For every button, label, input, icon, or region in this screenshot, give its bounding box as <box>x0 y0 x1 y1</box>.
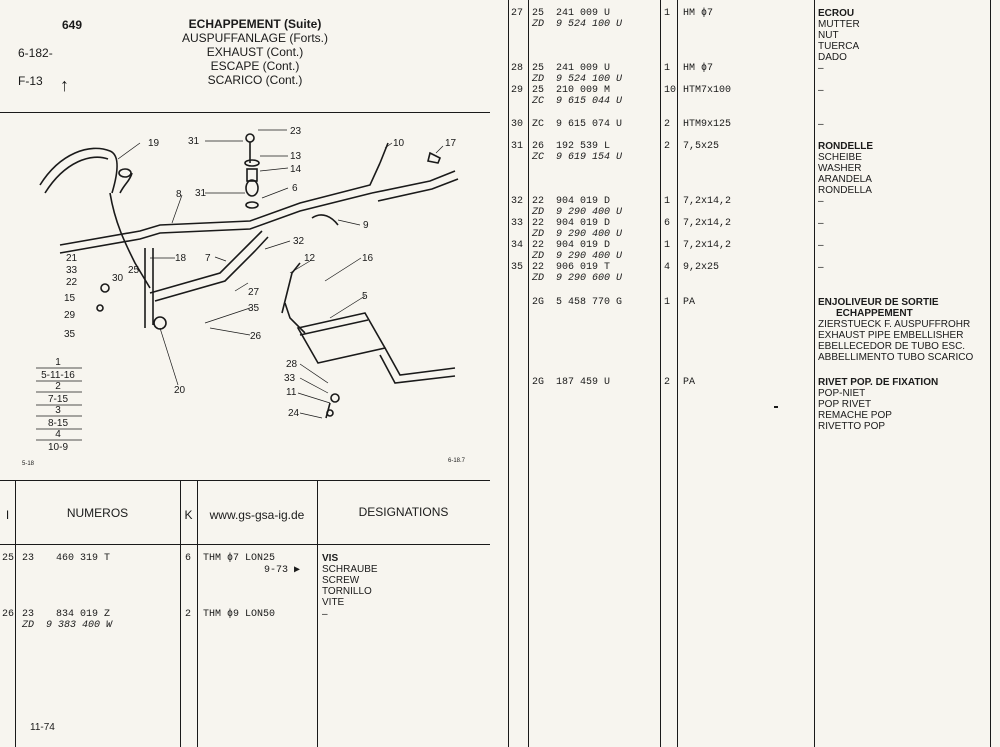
title-line: AUSPUFFANLAGE (Forts.) <box>181 31 329 45</box>
callout-label: 31 <box>195 188 207 199</box>
section-title <box>170 17 340 87</box>
legend-item: 7-15 <box>47 394 69 405</box>
designation-line: – <box>818 119 824 130</box>
specification: 7,2x14,2 <box>683 218 732 229</box>
legend-item: 1 <box>55 357 61 368</box>
designation <box>818 196 824 207</box>
designation-line: NUT <box>818 30 839 41</box>
designation <box>818 377 938 432</box>
footer-date: 11-74 <box>30 722 55 733</box>
designation-line: ARANDELA <box>818 174 872 185</box>
designation-line: SCHRAUBE <box>322 564 378 575</box>
callout-label: 11 <box>286 387 297 398</box>
designation-line: TORNILLO <box>322 586 372 597</box>
quantity: 4 <box>664 262 671 273</box>
date-note: 9-73 ▶ <box>264 565 301 576</box>
quantity: 2 <box>664 119 671 130</box>
part-number-alt: 9 290 400 U <box>556 251 623 262</box>
designation <box>322 553 378 608</box>
exhaust-diagram <box>0 113 490 480</box>
designation <box>818 297 973 363</box>
part-number: 460 319 T <box>56 553 111 564</box>
title-line: ESCAPE (Cont.) <box>210 59 300 73</box>
specification: 7,5x25 <box>683 141 720 152</box>
row-prefix-alt: ZD <box>532 229 545 240</box>
callout-label: 18 <box>175 253 187 264</box>
specification: THM ϕ9 LON50 <box>203 609 276 620</box>
row-prefix: 22 <box>532 240 545 251</box>
quantity: 10 <box>664 85 677 96</box>
designation-line: POP RIVET <box>818 399 872 410</box>
designation <box>818 119 824 130</box>
specification: THM ϕ7 LON25 <box>203 553 276 564</box>
row-index: 33 <box>511 218 524 229</box>
callout-label: 9 <box>363 220 369 231</box>
callout-label: 10 <box>393 138 405 149</box>
part-number: 241 009 U <box>556 8 611 19</box>
part-number: 904 019 D <box>556 218 611 229</box>
column-divider <box>814 0 815 747</box>
callout-label: 30 <box>112 273 124 284</box>
table-header-top-border <box>0 480 490 481</box>
quantity: 6 <box>664 218 671 229</box>
row-index: 34 <box>511 240 524 251</box>
column-header-k: K <box>184 508 193 522</box>
designation <box>818 141 873 196</box>
figure-code: F-13 <box>18 74 43 88</box>
legend-item: 8-15 <box>47 418 69 429</box>
row-index: 28 <box>511 63 524 74</box>
reference-code: 6-182- <box>18 46 53 60</box>
callout-label: 35 <box>248 303 260 314</box>
row-index: 31 <box>511 141 524 152</box>
callout-label: 16 <box>362 253 374 264</box>
row-prefix: 22 <box>532 262 545 273</box>
designation <box>818 85 824 96</box>
callout-label: 21 <box>66 253 78 264</box>
part-number: 904 019 D <box>556 240 611 251</box>
specification: HTM7x100 <box>683 85 732 96</box>
title-line: EXHAUST (Cont.) <box>206 45 304 59</box>
designation-line: TUERCA <box>818 41 860 52</box>
designation-line: SCREW <box>322 575 360 586</box>
row-prefix-alt: ZD <box>532 19 545 30</box>
designation-line: WASHER <box>818 163 862 174</box>
page-number: 649 <box>62 18 83 32</box>
callout-label: 32 <box>293 236 305 247</box>
row-index: 30 <box>511 119 524 130</box>
designation-line: RONDELLA <box>818 185 872 196</box>
specification: 7,2x14,2 <box>683 240 732 251</box>
row-prefix-alt: ZC <box>532 96 545 107</box>
designation-line: ENJOLIVEUR DE SORTIE <box>818 297 939 308</box>
row-prefix: 2G <box>532 297 545 308</box>
callout-label: 33 <box>66 265 78 276</box>
part-number-alt: 9 524 100 U <box>556 19 623 30</box>
callout-label: 12 <box>304 253 316 264</box>
callout-label: 7 <box>205 253 211 264</box>
designation-line: – <box>322 609 328 620</box>
up-arrow-icon: ↑ <box>60 75 69 95</box>
quantity: 1 <box>664 297 671 308</box>
title-line: ECHAPPEMENT (Suite) <box>188 17 322 31</box>
callout-label: 28 <box>286 359 298 370</box>
part-number-alt: 9 290 400 U <box>556 207 623 218</box>
part-number-alt: 9 615 044 U <box>556 96 623 107</box>
callout-label: 6 <box>292 183 298 194</box>
part-number-alt: 9 383 400 W <box>46 620 113 631</box>
part-number-alt: 9 524 100 U <box>556 74 623 85</box>
callout-label: 29 <box>64 310 76 321</box>
column-divider <box>15 480 16 747</box>
callout-label: 13 <box>290 151 302 162</box>
column-divider <box>660 0 661 747</box>
row-prefix-alt: ZD <box>532 273 545 284</box>
column-divider <box>317 480 318 747</box>
designation-line: ECROU <box>818 8 855 19</box>
row-prefix: 22 <box>532 196 545 207</box>
title-line: SCARICO (Cont.) <box>207 73 303 87</box>
row-index: 25 <box>2 553 15 564</box>
designation-line: – <box>818 262 824 273</box>
figure-small-code: 5-18 <box>22 461 35 467</box>
designation-line: SCHEIBE <box>818 152 862 163</box>
quantity: 1 <box>664 240 671 251</box>
column-header-index: I <box>5 508 10 522</box>
designation <box>818 8 860 63</box>
part-number: 9 615 074 U <box>556 119 623 130</box>
figure-small-code: 6-18.7 <box>448 458 466 464</box>
callout-label: 19 <box>148 138 160 149</box>
quantity: 2 <box>185 609 192 620</box>
stray-mark <box>774 406 778 408</box>
legend-item: 4 <box>55 429 61 440</box>
designation <box>818 63 824 74</box>
callout-label: 24 <box>288 408 300 419</box>
column-divider <box>990 0 991 747</box>
callout-label: 31 <box>188 136 200 147</box>
designation-line: VITE <box>322 597 345 608</box>
column-header-designations: DESIGNATIONS <box>358 505 449 519</box>
legend-item: 3 <box>55 405 61 416</box>
column-divider <box>508 0 509 747</box>
designation-line: POP-NIET <box>818 388 866 399</box>
designation <box>322 609 328 620</box>
part-number: 241 009 U <box>556 63 611 74</box>
legend-item: 5-11-16 <box>41 370 75 381</box>
row-prefix: 23 <box>22 609 35 620</box>
row-prefix-alt: ZD <box>532 251 545 262</box>
callout-label: 15 <box>64 293 76 304</box>
specification: PA <box>683 377 696 388</box>
row-prefix: 25 <box>532 63 545 74</box>
quantity: 1 <box>664 196 671 207</box>
website-link[interactable]: www.gs-gsa-ig.de <box>209 508 305 522</box>
callout-label: 33 <box>284 373 296 384</box>
row-prefix-alt: ZD <box>532 207 545 218</box>
designation-line: RIVETTO POP <box>818 421 886 432</box>
table-header-bottom-border <box>0 544 490 545</box>
row-prefix: 25 <box>532 85 545 96</box>
row-prefix: 26 <box>532 141 545 152</box>
designation-line: ECHAPPEMENT <box>836 308 913 319</box>
callout-label: 14 <box>290 164 302 175</box>
part-number: 187 459 U <box>556 377 611 388</box>
column-divider <box>528 0 529 747</box>
callout-label: 22 <box>66 277 78 288</box>
quantity: 6 <box>185 553 192 564</box>
designation-line: – <box>818 218 824 229</box>
row-index: 32 <box>511 196 524 207</box>
designation-line: REMACHE POP <box>818 410 892 421</box>
designation-line: ZIERSTUECK F. AUSPUFFROHR <box>818 319 971 330</box>
column-header-numeros: NUMEROS <box>66 506 129 520</box>
designation-line: VIS <box>322 553 339 564</box>
specification: HM ϕ7 <box>683 63 714 74</box>
legend-item: 10-9 <box>47 442 69 453</box>
quantity: 2 <box>664 141 671 152</box>
designation-line: RIVET POP. DE FIXATION <box>818 377 939 388</box>
callout-label: 27 <box>248 287 260 298</box>
row-prefix-alt: ZD <box>22 620 35 631</box>
callout-label: 8 <box>176 189 182 200</box>
part-number: 834 019 Z <box>56 609 111 620</box>
specification: 9,2x25 <box>683 262 720 273</box>
designation <box>818 240 824 251</box>
specification: 7,2x14,2 <box>683 196 732 207</box>
designation-line: EXHAUST PIPE EMBELLISHER <box>818 330 964 341</box>
column-divider <box>677 0 678 747</box>
callout-label: 5 <box>362 291 368 302</box>
callout-label: 23 <box>290 126 302 137</box>
designation-line: – <box>818 196 824 207</box>
row-prefix-alt: ZD <box>532 74 545 85</box>
callout-label: 25 <box>128 265 140 276</box>
part-number-alt: 9 290 400 U <box>556 229 623 240</box>
part-number-alt: 9 290 600 U <box>556 273 623 284</box>
row-prefix-alt: ZC <box>532 152 545 163</box>
callout-label: 35 <box>64 329 76 340</box>
row-prefix: 25 <box>532 8 545 19</box>
quantity: 1 <box>664 63 671 74</box>
designation-line: RONDELLE <box>818 141 873 152</box>
row-index: 26 <box>2 609 15 620</box>
specification: HM ϕ7 <box>683 8 714 19</box>
part-number: 5 458 770 G <box>556 297 623 308</box>
designation <box>818 262 824 273</box>
part-number: 210 009 M <box>556 85 611 96</box>
designation-line: MUTTER <box>818 19 860 30</box>
part-number: 904 019 D <box>556 196 611 207</box>
quantity: 2 <box>664 377 671 388</box>
designation-line: ABBELLIMENTO TUBO SCARICO <box>818 352 974 363</box>
part-number-alt: 9 619 154 U <box>556 152 623 163</box>
designation-line: – <box>818 85 824 96</box>
designation <box>818 218 824 229</box>
callout-label: 17 <box>445 138 457 149</box>
designation-line: – <box>818 63 824 74</box>
callout-label: 20 <box>174 385 186 396</box>
specification: HTM9x125 <box>683 119 732 130</box>
callout-label: 26 <box>250 331 262 342</box>
part-number: 906 019 T <box>556 262 611 273</box>
row-index: 29 <box>511 85 524 96</box>
part-number: 192 539 L <box>556 141 611 152</box>
quantity: 1 <box>664 8 671 19</box>
legend-item: 2 <box>55 381 61 392</box>
row-index: 35 <box>511 262 524 273</box>
row-prefix: 23 <box>22 553 35 564</box>
row-prefix: 2G <box>532 377 545 388</box>
designation-line: DADO <box>818 52 847 63</box>
designation-line: – <box>818 240 824 251</box>
row-prefix: ZC <box>532 119 545 130</box>
row-prefix: 22 <box>532 218 545 229</box>
specification: PA <box>683 297 696 308</box>
designation-line: EBELLECEDOR DE TUBO ESC. <box>818 341 966 352</box>
row-index: 27 <box>511 8 524 19</box>
